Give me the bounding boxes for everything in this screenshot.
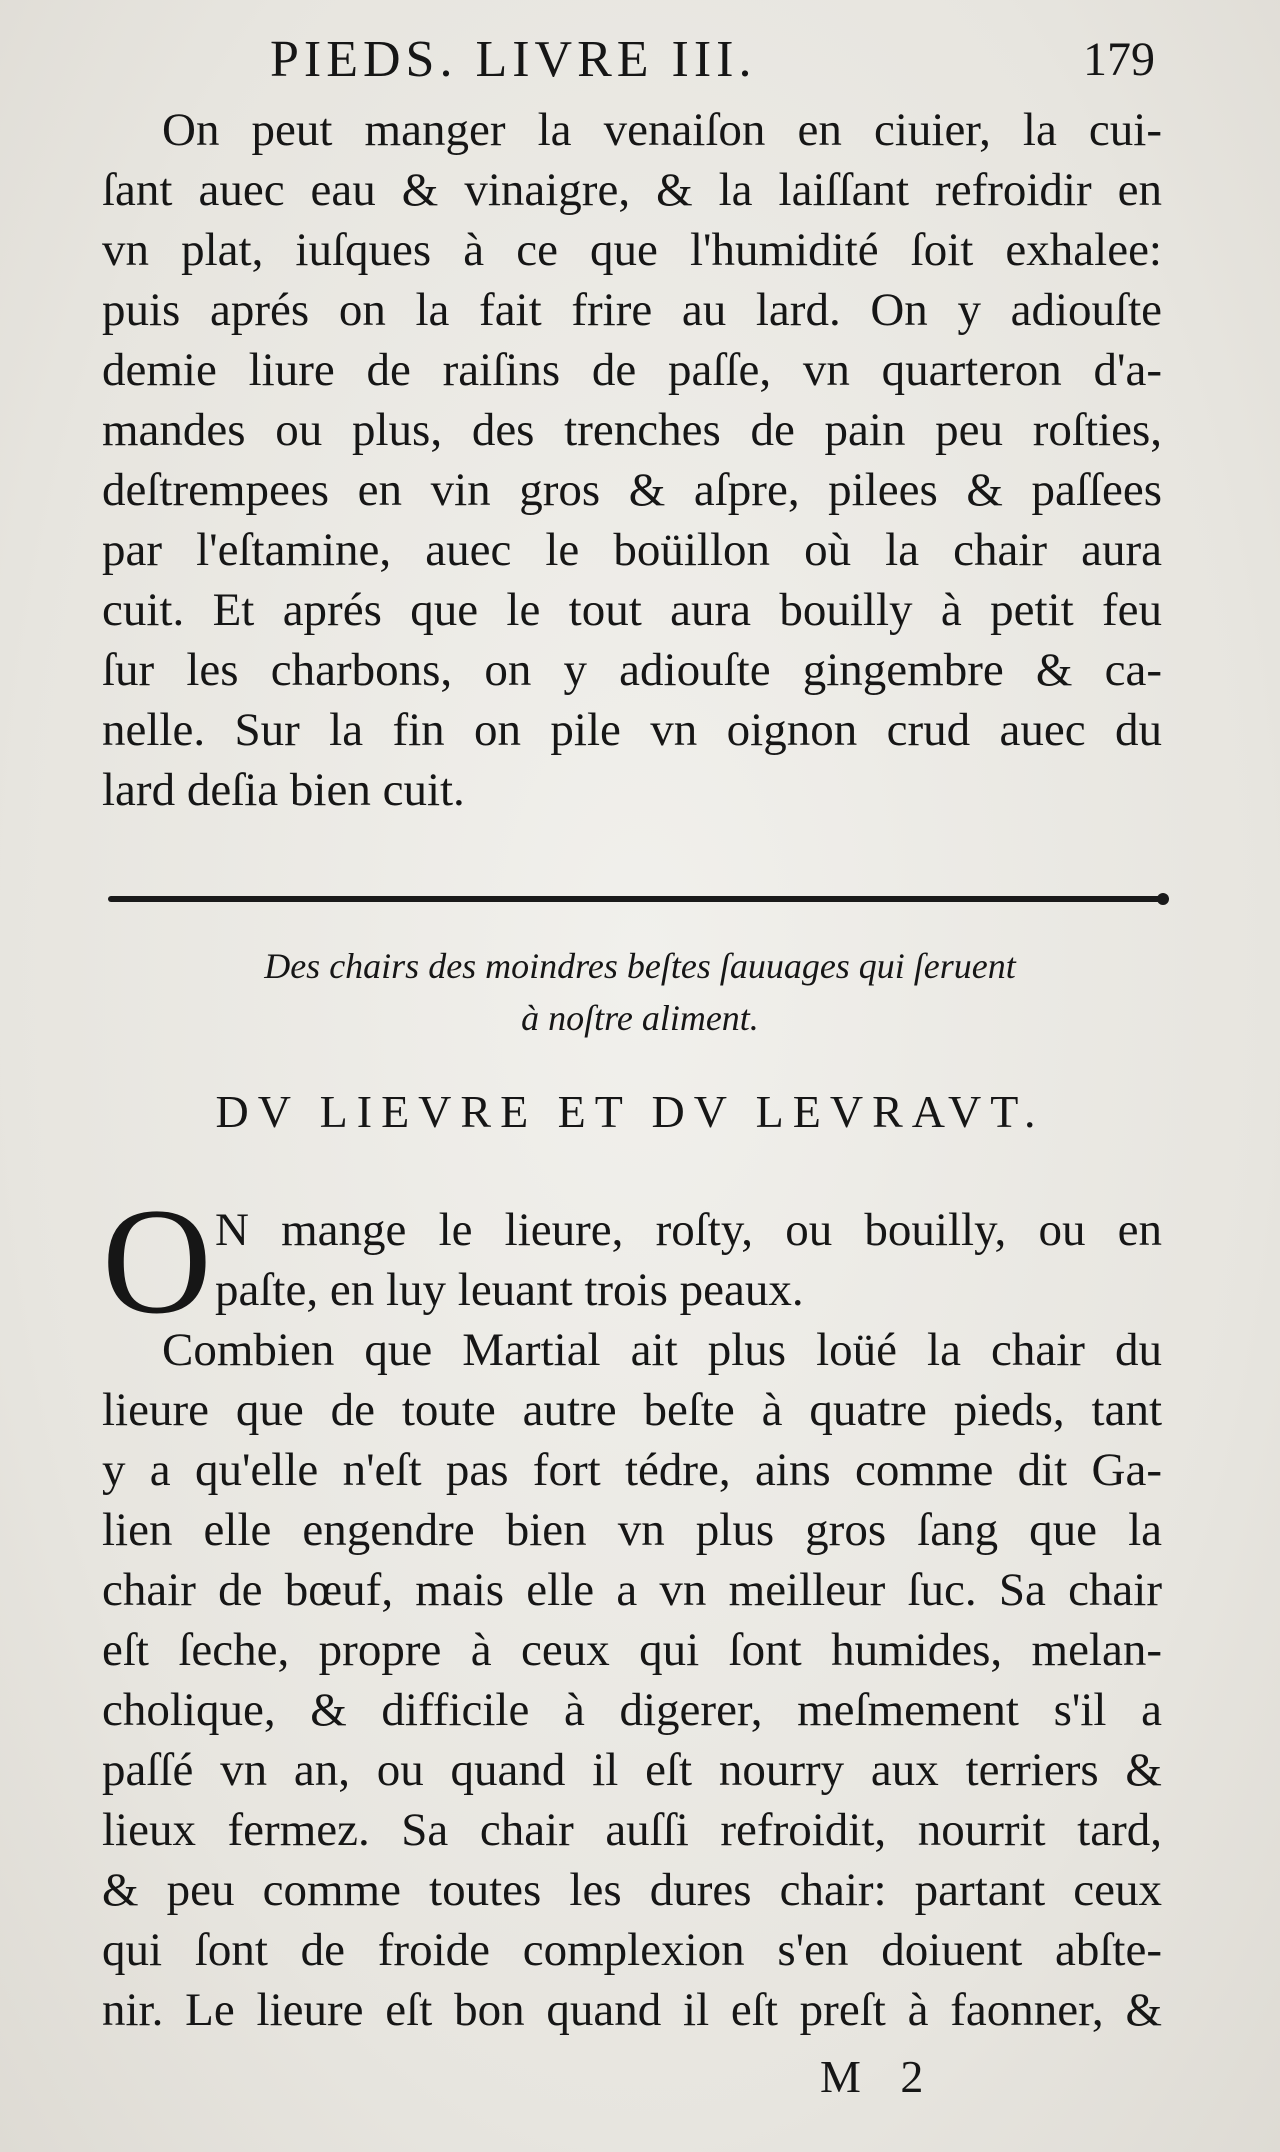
text-line: deſtrempees en vin gros & aſpre, pilees & paſſees (102, 464, 1162, 516)
paragraph-hare-intro (102, 1177, 1162, 1345)
text-line: nir. Le lieure eſt bon quand il eſt preſt à faonner, & (102, 1984, 1162, 2036)
text-line: nelle. Sur la fin on pile vn oignon crud auec du (102, 704, 1162, 756)
text-line: Combien que Martial ait plus loüé la chair du (162, 1324, 1162, 1376)
section-title-line: Des chairs des moindres beſtes ſauuages qui ſeruent (264, 946, 1016, 986)
text-line: qui ſont de froide complexion s'en doiuent abſte- (102, 1924, 1162, 1976)
text-line: demie liure de raiſins de paſſe, vn quarteron d'a- (102, 344, 1162, 396)
section-divider-rule (108, 896, 1163, 902)
text-line: ſant auec eau & vinaigre, & la laiſſant refroidir en (102, 164, 1162, 216)
text-line: lieux fermez. Sa chair auſſi refroidit, nourrit tard, (102, 1804, 1162, 1856)
text-line: cuit. Et aprés que le tout aura bouilly à petit feu (102, 584, 1162, 636)
text-line: cholique, & difficile à digerer, meſmement s'il a (102, 1684, 1162, 1736)
signature-mark: M 2 (820, 2051, 938, 2102)
running-title: PIEDS. LIVRE III. (270, 31, 757, 88)
text-line: mandes ou plus, des trenches de pain peu roſties, (102, 404, 1162, 456)
drop-cap: O (102, 1177, 212, 1345)
section-title (140, 940, 1140, 1044)
text-line: vn plat, iuſques à ce que l'humidité ſoit exhalee: (102, 224, 1162, 276)
text-line: chair de bœuf, mais elle a vn meilleur ſuc. Sa chair (102, 1564, 1162, 1616)
paragraph-venison (102, 100, 1162, 820)
text-line: paſſé vn an, ou quand il eſt nourry aux terriers & (102, 1744, 1162, 1796)
text-line: & peu comme toutes les dures chair: partant ceux (102, 1864, 1162, 1916)
section-title-line: à noſtre aliment. (521, 998, 759, 1038)
paragraph-hare-properties (102, 1320, 1162, 2040)
page-number: 179 (1083, 33, 1155, 86)
text-line: lieure que de toute autre beſte à quatre pieds, tant (102, 1384, 1162, 1436)
text-line: ſur les charbons, on y adiouſte gingembre & ca- (102, 644, 1162, 696)
text-line: On peut manger la venaiſon en ciuier, la cui- (162, 104, 1162, 156)
text-line: y a qu'elle n'eſt pas fort tédre, ains comme dit Ga- (102, 1444, 1162, 1496)
page-header (270, 18, 1180, 98)
chapter-heading: DV LIEVRE ET DV LEVRAVT. (215, 1086, 1045, 1137)
text-line: eſt ſeche, propre à ceux qui ſont humides, melan- (102, 1624, 1162, 1676)
text-line: lard deſia bien cuit. (102, 764, 465, 816)
text-line: lien elle engendre bien vn plus gros ſang que la (102, 1504, 1162, 1556)
text-line: par l'eſtamine, auec le boüillon où la chair aura (102, 524, 1162, 576)
text-line: N mange le lieure, roſty, ou bouilly, ou en (215, 1204, 1162, 1256)
text-line: paſte, en luy leuant trois peaux. (215, 1264, 804, 1316)
text-line: puis aprés on la fait frire au lard. On y adiouſte (102, 284, 1162, 336)
